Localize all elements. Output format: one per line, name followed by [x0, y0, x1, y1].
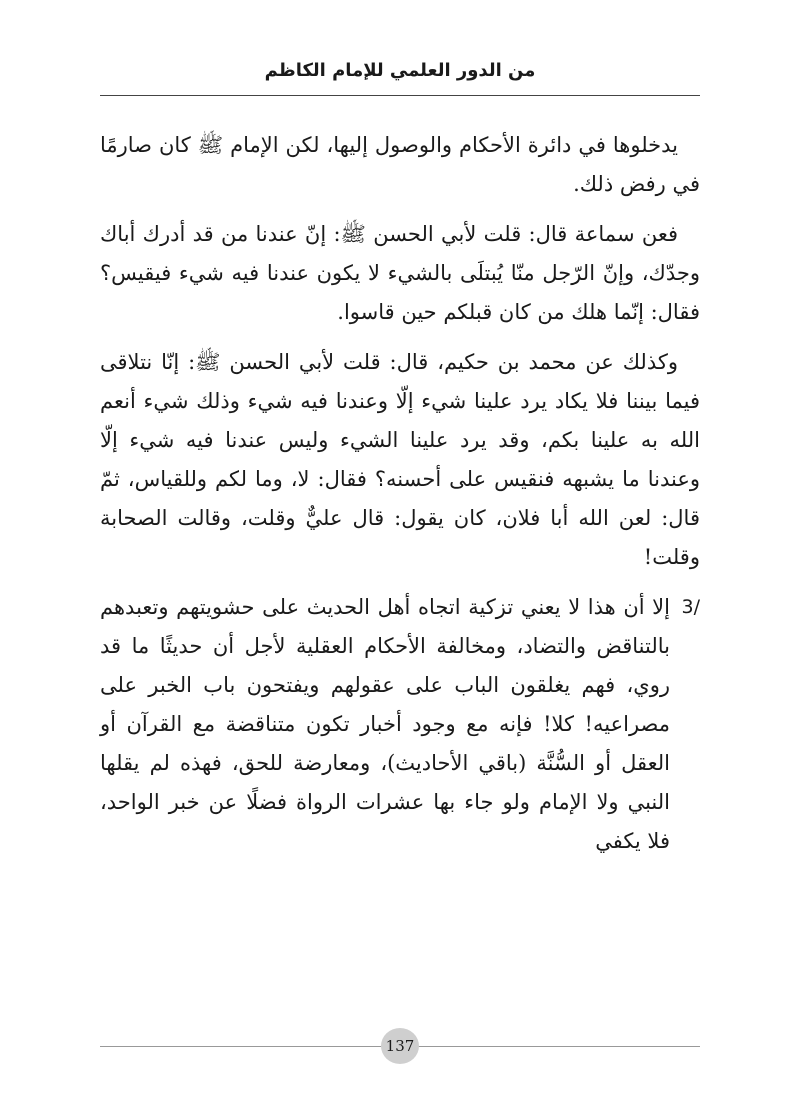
page-footer	[100, 1028, 700, 1064]
list-item-3	[100, 588, 700, 861]
list-item-number: 3/	[681, 596, 700, 618]
page-number-badge: 137	[381, 1028, 419, 1064]
list-item-text: إلا أن هذا لا يعني تزكية اتجاه أهل الحديث على حشويتهم وتعبدهم بالتناقض والتضاد، ومخالفة الأحكام العقلية لأجل أن حديثًا ما قد روي، فهم يغلقون الباب على عقولهم ويفتحون باب الخبر على مصراعيه! كلا! فإنه مع وجود أخبار تكون متناقضة مع القرآن أو العقل أو السُّنَّة (باقي الأحاديث)، ومعارضة للحق، فهذه لم يقلها النبي ولا الإمام ولو جاء بها عشرات الرواة فضلًا عن خبر الواحد، فلا يكفي	[100, 595, 670, 853]
running-header	[100, 52, 700, 96]
header-divider	[100, 95, 700, 96]
paragraph-3: وكذلك عن محمد بن حكيم، قال: قلت لأبي الحسن ﷺ: إنّا نتلاقى فيما بيننا فلا يكاد يرد علينا شيء إلّا وعندنا فيه شيء وذلك شيء أنعم الله به علينا بكم، وقد يرد علينا الشيء وليس عندنا فيه شيء إلّا وعندنا ما يشبهه فنقيس على أحسنه؟ فقال: لا، وما لكم وللقياس، ثمّ قال: لعن الله أبا فلان، كان يقول: قال عليٌّ وقلت، وقالت الصحابة وقلت!	[100, 350, 700, 569]
paragraph-1: يدخلوها في دائرة الأحكام والوصول إليها، لكن الإمام ﷺ كان صارمًا في رفض ذلك.	[100, 133, 700, 196]
main-text	[100, 126, 700, 861]
paragraph-2: فعن سماعة قال: قلت لأبي الحسن ﷺ: إنّ عندنا من قد أدرك أباك وجدّك، وإنّ الرّجل منّا يُبتلَى بالشيء لا يكون عندنا فيه شيء فيقيس؟ فقال: إنّما هلك من كان قبلكم حين قاسوا.	[100, 222, 700, 324]
running-header-title: من الدور العلمي للإمام الكاظم	[264, 60, 536, 81]
